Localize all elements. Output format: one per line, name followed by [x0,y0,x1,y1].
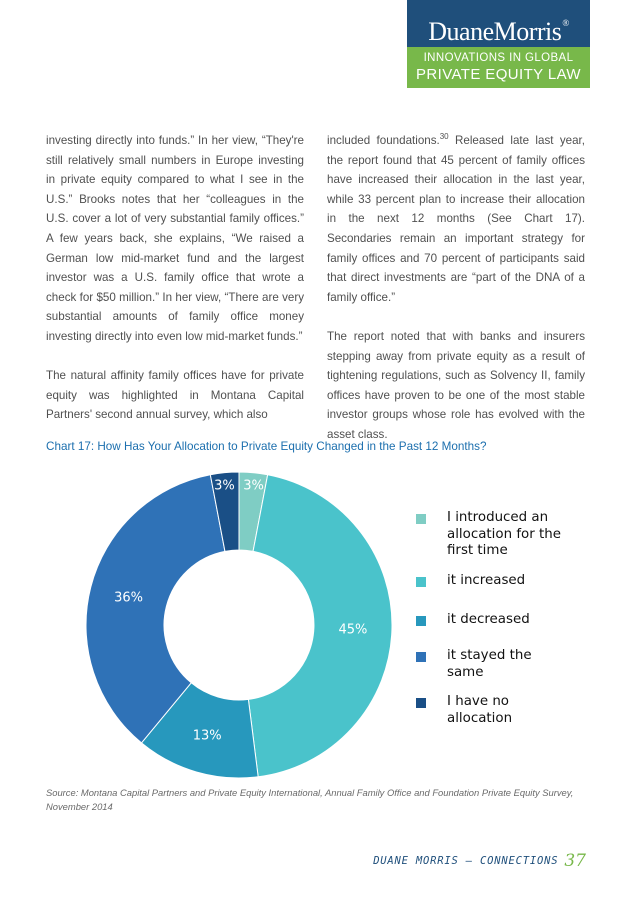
legend-swatch [416,577,426,587]
legend-swatch [416,514,426,524]
paragraph-text: Released late last year, the report found that 45 percent of family offices have increased their allocation in the last year, while 33 percent plan to increase their allocation in the next 12 months (See Chart 17). Secondaries remain an important strategy for family offices and 70 percent of participants said that direct investments are “part of the DNA of a family office.” [327,134,585,304]
body-column-right [327,131,585,445]
slice-label: 13% [192,728,222,744]
paragraph-text: included foundations. [327,134,440,147]
legend-swatch [416,698,426,708]
footnote-ref: 30 [439,132,449,141]
brand-tagline-line1: INNOVATIONS IN GLOBAL [423,52,574,64]
brand-tagline [407,47,590,88]
legend-label: I introduced an allocation for the first time [447,510,561,558]
legend-label: I have no allocation [447,694,513,726]
body-column-left [46,131,304,425]
slice-label: 3% [214,478,235,494]
brand-name-text: DuaneMorris [428,17,562,46]
slice-label: 36% [114,590,144,606]
page-footer [373,851,586,871]
paragraph: The natural affinity family offices have for private equity was highlighted in Montana Capital Partners' second annual survey, which also [46,369,304,422]
slice-label: 45% [338,622,368,638]
donut-slice [248,475,392,777]
brand-tagline-line2: PRIVATE EQUITY LAW [415,66,581,83]
paragraph [327,131,585,307]
slice-label: 3% [243,478,264,494]
legend-label: it stayed the same [447,648,532,680]
chart-title: Chart 17: How Has Your Allocation to Private Equity Changed in the Past 12 Months? [46,440,487,453]
donut-chart [84,470,394,780]
source-note: Source: Montana Capital Partners and Private Equity International, Annual Family Office and Foundation Private Equity Survey, November 2014 [46,787,574,812]
page-number: 37 [564,851,586,871]
legend-swatch [416,652,426,662]
legend-label: it decreased [447,612,530,627]
footer-text: DUANE MORRIS — CONNECTIONS [373,855,559,867]
paragraph: investing directly into funds.” In her view, “They're still relatively small numbers in Europe investing in private equity compared to what I see in the U.S.” Brooks notes that her “colleagues in the U.S. cover a lot of very substantial family offices.” A few years back, she explains, “We raised a German low mid-market fund and the largest investor was a U.S. family office that wrote a check for $50 million.” In her view, “There are very substantial amounts of family office money investing directly into even low mid-market funds.” [46,134,304,343]
paragraph: The report noted that with banks and insurers stepping away from private equity as a result of tightening regulations, such as Solvency II, family offices have proven to be one of the most stable investor groups whose role has evolved with the asset class. [327,329,585,441]
brand-name [407,0,590,47]
registered-mark: ® [562,18,569,28]
legend-label: it increased [447,573,526,588]
legend-swatch [416,616,426,626]
brand-logo [407,0,590,88]
